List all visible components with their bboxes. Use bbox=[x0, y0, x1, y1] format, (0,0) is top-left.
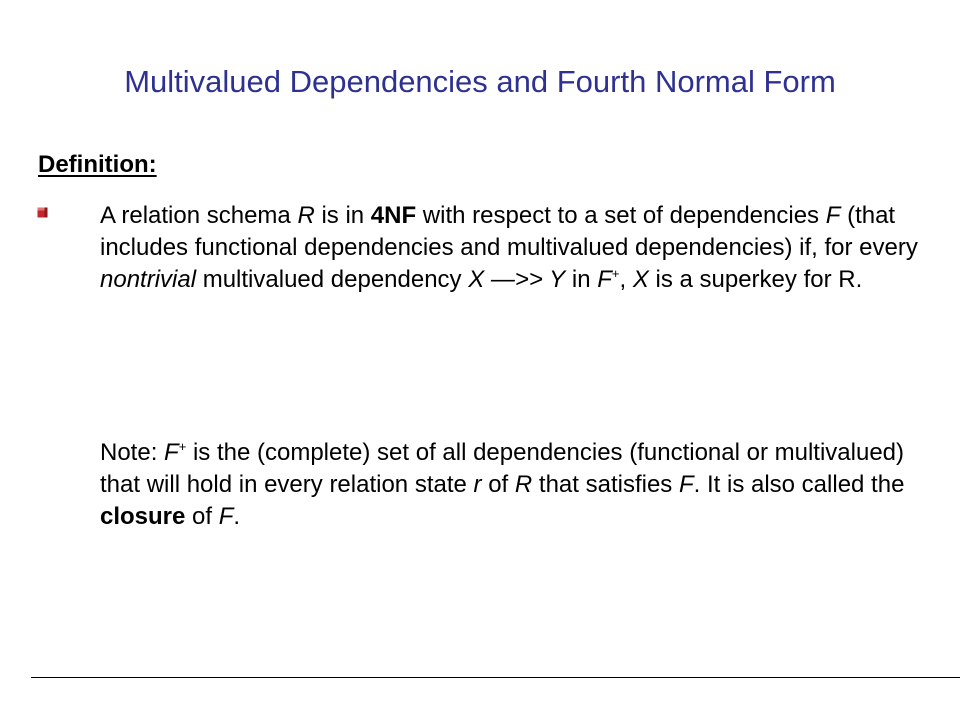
closure-note-paragraph: Note: F+ is the (complete) set of all dependencies (functional or multivalued) that will hold in every relation state r of R that satisfies F. It is also called the closure of F. bbox=[100, 439, 905, 530]
red-bullet-icon bbox=[37, 207, 48, 218]
slide-title: Multivalued Dependencies and Fourth Normal Form bbox=[124, 64, 836, 99]
footer-divider bbox=[31, 677, 960, 678]
definition-heading: Definition: bbox=[38, 151, 157, 178]
definition-paragraph: A relation schema R is in 4NF with respect to a set of dependencies F (that includes functional dependencies and multivalued dependencies) if, for every nontrivial multivalued dependency X —>> Y in F+, X is a superkey for R. bbox=[100, 202, 918, 293]
